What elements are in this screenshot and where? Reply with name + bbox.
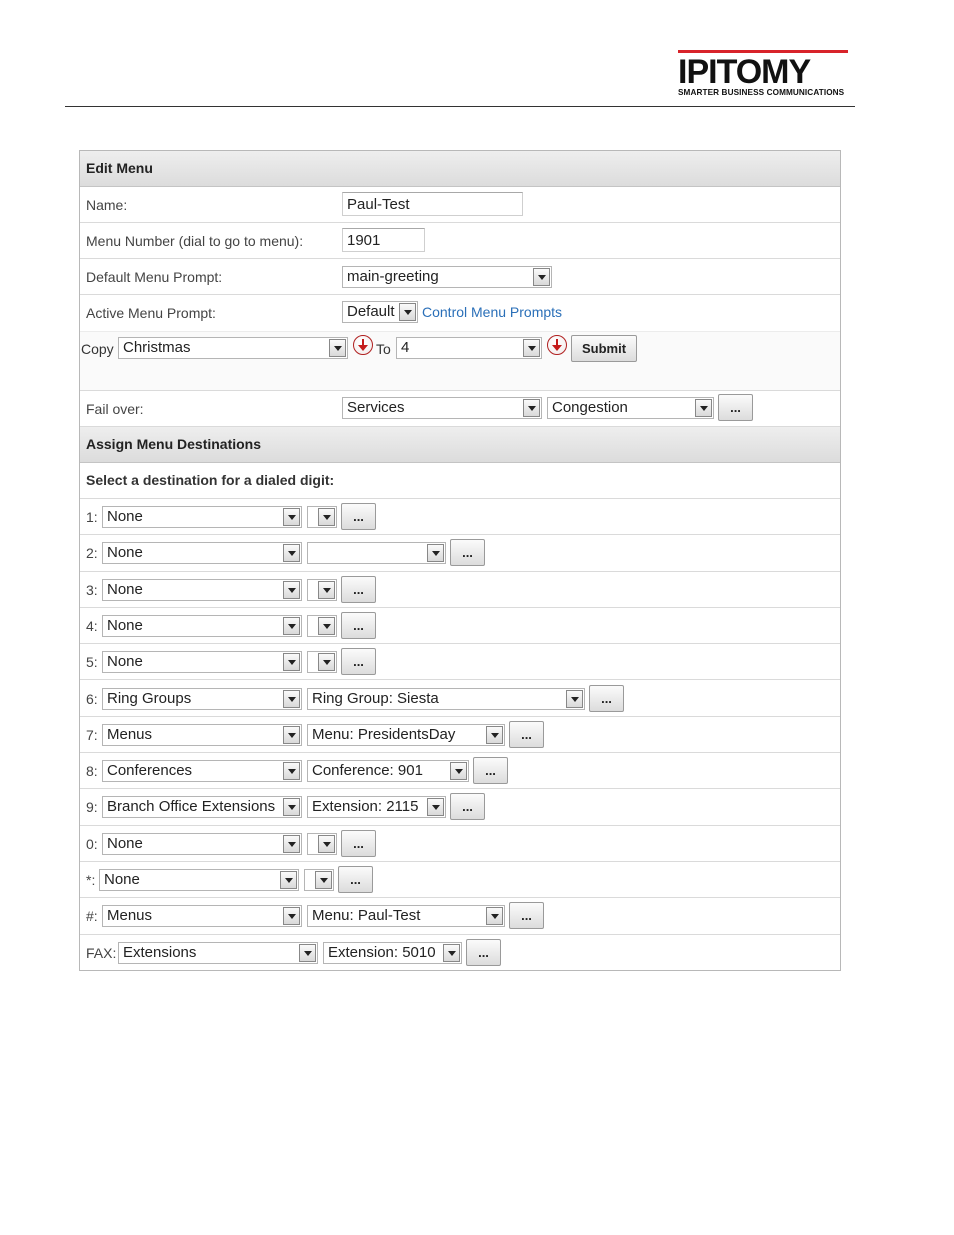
copy-from-value: Christmas bbox=[123, 339, 191, 356]
chevron-down-icon[interactable] bbox=[283, 653, 300, 671]
copy-from-select[interactable] bbox=[118, 337, 348, 359]
chevron-down-icon[interactable] bbox=[695, 399, 712, 417]
chevron-down-icon[interactable] bbox=[283, 581, 300, 599]
destination-type-value: Conferences bbox=[107, 762, 193, 780]
chevron-down-icon[interactable] bbox=[299, 944, 316, 962]
destination-type-value: None bbox=[104, 871, 140, 888]
destination-type-select[interactable] bbox=[102, 579, 302, 601]
destination-target-select[interactable] bbox=[307, 724, 505, 746]
copy-to-value: 4 bbox=[401, 339, 410, 356]
chevron-down-icon[interactable] bbox=[486, 726, 503, 744]
destination-type-value: None bbox=[107, 834, 143, 852]
digit-row bbox=[80, 499, 840, 535]
logo-wordmark: IPITOMY bbox=[678, 53, 811, 91]
destination-type-select[interactable] bbox=[102, 615, 302, 637]
chevron-down-icon[interactable] bbox=[399, 303, 416, 321]
destination-target-value: Menu: Paul-Test bbox=[312, 907, 421, 925]
digit-row bbox=[80, 608, 840, 644]
destination-type-value: Ring Groups bbox=[107, 689, 192, 707]
digit-row bbox=[80, 898, 840, 934]
name-input[interactable]: Paul-Test bbox=[342, 192, 523, 216]
destination-type-value: None bbox=[107, 616, 143, 634]
destination-type-value: None bbox=[107, 544, 143, 562]
failover-type-value: Services bbox=[347, 399, 405, 416]
destination-type-select[interactable] bbox=[99, 869, 299, 891]
default-prompt-value: main-greeting bbox=[347, 268, 439, 285]
digit-row bbox=[80, 789, 840, 825]
destination-target-select[interactable] bbox=[307, 651, 337, 673]
assign-destinations-header: Assign Menu Destinations bbox=[80, 427, 840, 463]
chevron-down-icon[interactable] bbox=[283, 617, 300, 635]
destination-type-select[interactable] bbox=[102, 760, 302, 782]
failover-type-select[interactable] bbox=[342, 397, 542, 419]
destination-type-select[interactable] bbox=[102, 724, 302, 746]
header-divider bbox=[65, 106, 855, 107]
chevron-down-icon[interactable] bbox=[283, 798, 300, 816]
destination-target-select[interactable] bbox=[307, 905, 505, 927]
arrow-down-circle-icon[interactable] bbox=[353, 335, 373, 355]
default-prompt-row bbox=[80, 259, 840, 295]
destination-target-value: Menu: PresidentsDay bbox=[312, 725, 456, 743]
chevron-down-icon[interactable] bbox=[315, 871, 332, 889]
digit-key-label: 6: bbox=[86, 690, 98, 707]
chevron-down-icon[interactable] bbox=[283, 835, 300, 853]
chevron-down-icon[interactable] bbox=[427, 544, 444, 562]
destination-more-button[interactable]: ... bbox=[341, 830, 376, 857]
destination-type-value: Extensions bbox=[123, 943, 197, 961]
destination-type-value: Menus bbox=[107, 725, 153, 743]
digit-key-label: 8: bbox=[86, 763, 98, 780]
active-prompt-select[interactable] bbox=[342, 301, 418, 323]
menu-number-label: Menu Number (dial to go to menu): bbox=[86, 233, 304, 249]
instruction-row bbox=[80, 463, 840, 499]
destination-type-select[interactable] bbox=[102, 651, 302, 673]
chevron-down-icon[interactable] bbox=[427, 798, 444, 816]
chevron-down-icon[interactable] bbox=[280, 871, 297, 889]
failover-more-button[interactable]: ... bbox=[718, 394, 753, 421]
digit-key-label: 7: bbox=[86, 726, 98, 743]
destination-more-button[interactable]: ... bbox=[473, 757, 508, 784]
destination-target-select[interactable] bbox=[307, 579, 337, 601]
digit-row bbox=[80, 935, 840, 971]
chevron-down-icon[interactable] bbox=[318, 617, 335, 635]
digit-key-label: 3: bbox=[86, 581, 98, 598]
copy-row bbox=[80, 331, 840, 391]
chevron-down-icon[interactable] bbox=[318, 581, 335, 599]
digit-row bbox=[80, 644, 840, 680]
chevron-down-icon[interactable] bbox=[523, 399, 540, 417]
destination-type-value: None bbox=[107, 508, 143, 525]
destination-type-value: Menus bbox=[107, 907, 153, 925]
destination-type-value: None bbox=[107, 580, 143, 598]
destination-target-value: Conference: 901 bbox=[312, 762, 423, 780]
destination-type-select[interactable] bbox=[102, 542, 302, 564]
destination-more-button[interactable]: ... bbox=[509, 721, 544, 748]
chevron-down-icon[interactable] bbox=[283, 690, 300, 708]
chevron-down-icon[interactable] bbox=[523, 339, 540, 357]
digit-row bbox=[80, 826, 840, 862]
destination-target-select[interactable] bbox=[307, 506, 337, 528]
destination-type-select[interactable] bbox=[118, 942, 318, 964]
edit-menu-header: Edit Menu bbox=[80, 151, 840, 187]
active-prompt-row bbox=[80, 295, 840, 331]
edit-menu-panel bbox=[79, 150, 841, 971]
destination-target-select[interactable] bbox=[307, 760, 469, 782]
active-prompt-label: Active Menu Prompt: bbox=[86, 305, 216, 321]
chevron-down-icon[interactable] bbox=[283, 544, 300, 562]
destination-type-select[interactable] bbox=[102, 796, 302, 818]
digit-key-label: 0: bbox=[86, 835, 98, 852]
chevron-down-icon[interactable] bbox=[318, 653, 335, 671]
digit-key-label: 5: bbox=[86, 654, 98, 671]
destination-more-button[interactable]: ... bbox=[338, 866, 373, 893]
to-label: To bbox=[376, 341, 391, 357]
digit-key-label: 1: bbox=[86, 509, 98, 525]
chevron-down-icon[interactable] bbox=[283, 762, 300, 780]
submit-button[interactable]: Submit bbox=[571, 335, 637, 362]
destination-target-select[interactable] bbox=[307, 615, 337, 637]
destination-target-select[interactable] bbox=[323, 942, 462, 964]
chevron-down-icon[interactable] bbox=[486, 907, 503, 925]
failover-label: Fail over: bbox=[86, 401, 144, 417]
destination-more-button[interactable]: ... bbox=[450, 539, 485, 566]
destination-type-select[interactable] bbox=[102, 506, 302, 528]
destination-type-select[interactable] bbox=[102, 833, 302, 855]
destination-more-button[interactable]: ... bbox=[341, 612, 376, 639]
digit-key-label: 2: bbox=[86, 545, 98, 562]
arrow-down-circle-icon[interactable] bbox=[547, 335, 567, 355]
destination-more-button[interactable]: ... bbox=[341, 576, 376, 603]
destination-more-button[interactable]: ... bbox=[466, 939, 501, 966]
digit-row bbox=[80, 753, 840, 789]
destination-target-select[interactable] bbox=[307, 833, 337, 855]
chevron-down-icon[interactable] bbox=[329, 339, 346, 357]
destination-type-select[interactable] bbox=[102, 688, 302, 710]
chevron-down-icon[interactable] bbox=[443, 944, 460, 962]
digit-row bbox=[80, 572, 840, 608]
digit-key-label: FAX: bbox=[86, 944, 117, 961]
menu-number-row bbox=[80, 223, 840, 259]
destination-more-button[interactable]: ... bbox=[589, 685, 624, 712]
copy-to-select[interactable] bbox=[396, 337, 542, 359]
name-row bbox=[80, 187, 840, 223]
chevron-down-icon[interactable] bbox=[283, 726, 300, 744]
destination-type-select[interactable] bbox=[102, 905, 302, 927]
chevron-down-icon[interactable] bbox=[533, 268, 550, 286]
menu-number-input[interactable]: 1901 bbox=[342, 228, 425, 252]
name-label: Name: bbox=[86, 197, 128, 213]
digit-row bbox=[80, 862, 840, 898]
destination-target-select[interactable] bbox=[304, 869, 334, 891]
destination-type-value: Branch Office Extensions bbox=[107, 798, 276, 816]
chevron-down-icon[interactable] bbox=[318, 835, 335, 853]
active-prompt-value: Default bbox=[347, 303, 395, 320]
destination-type-value: None bbox=[107, 653, 143, 671]
failover-row bbox=[80, 391, 840, 427]
control-menu-prompts-link[interactable]: Control Menu Prompts bbox=[422, 304, 563, 320]
destination-target-value: Extension: 2115 bbox=[312, 798, 419, 816]
destination-target-select[interactable] bbox=[307, 688, 585, 710]
destination-more-button[interactable]: ... bbox=[341, 648, 376, 675]
destination-target-select[interactable] bbox=[307, 542, 446, 564]
destination-more-button[interactable]: ... bbox=[450, 793, 485, 820]
chevron-down-icon[interactable] bbox=[450, 762, 467, 780]
failover-target-value: Congestion bbox=[552, 399, 628, 416]
copy-label: Copy bbox=[81, 341, 114, 357]
destination-target-value: Ring Group: Siesta bbox=[312, 689, 439, 707]
chevron-down-icon[interactable] bbox=[283, 508, 300, 526]
default-prompt-label: Default Menu Prompt: bbox=[86, 269, 223, 285]
chevron-down-icon[interactable] bbox=[283, 907, 300, 925]
instruction-text: Select a destination for a dialed digit: bbox=[86, 472, 335, 488]
digit-row bbox=[80, 717, 840, 753]
destination-more-button[interactable]: ... bbox=[509, 902, 544, 929]
destination-target-select[interactable] bbox=[307, 796, 446, 818]
digit-key-label: *: bbox=[86, 872, 96, 888]
digit-row bbox=[80, 535, 840, 571]
chevron-down-icon[interactable] bbox=[318, 508, 335, 526]
logo-tagline: SMARTER BUSINESS COMMUNICATIONS bbox=[678, 88, 845, 97]
ipitomy-logo bbox=[678, 50, 850, 100]
failover-target-select[interactable] bbox=[547, 397, 714, 419]
default-prompt-select[interactable] bbox=[342, 266, 552, 288]
chevron-down-icon[interactable] bbox=[566, 690, 583, 708]
digit-key-label: #: bbox=[86, 908, 98, 925]
digit-key-label: 4: bbox=[86, 617, 98, 634]
digit-row bbox=[80, 681, 840, 717]
destination-target-value: Extension: 5010 bbox=[328, 943, 436, 961]
digit-key-label: 9: bbox=[86, 799, 98, 816]
destination-more-button[interactable]: ... bbox=[341, 503, 376, 530]
